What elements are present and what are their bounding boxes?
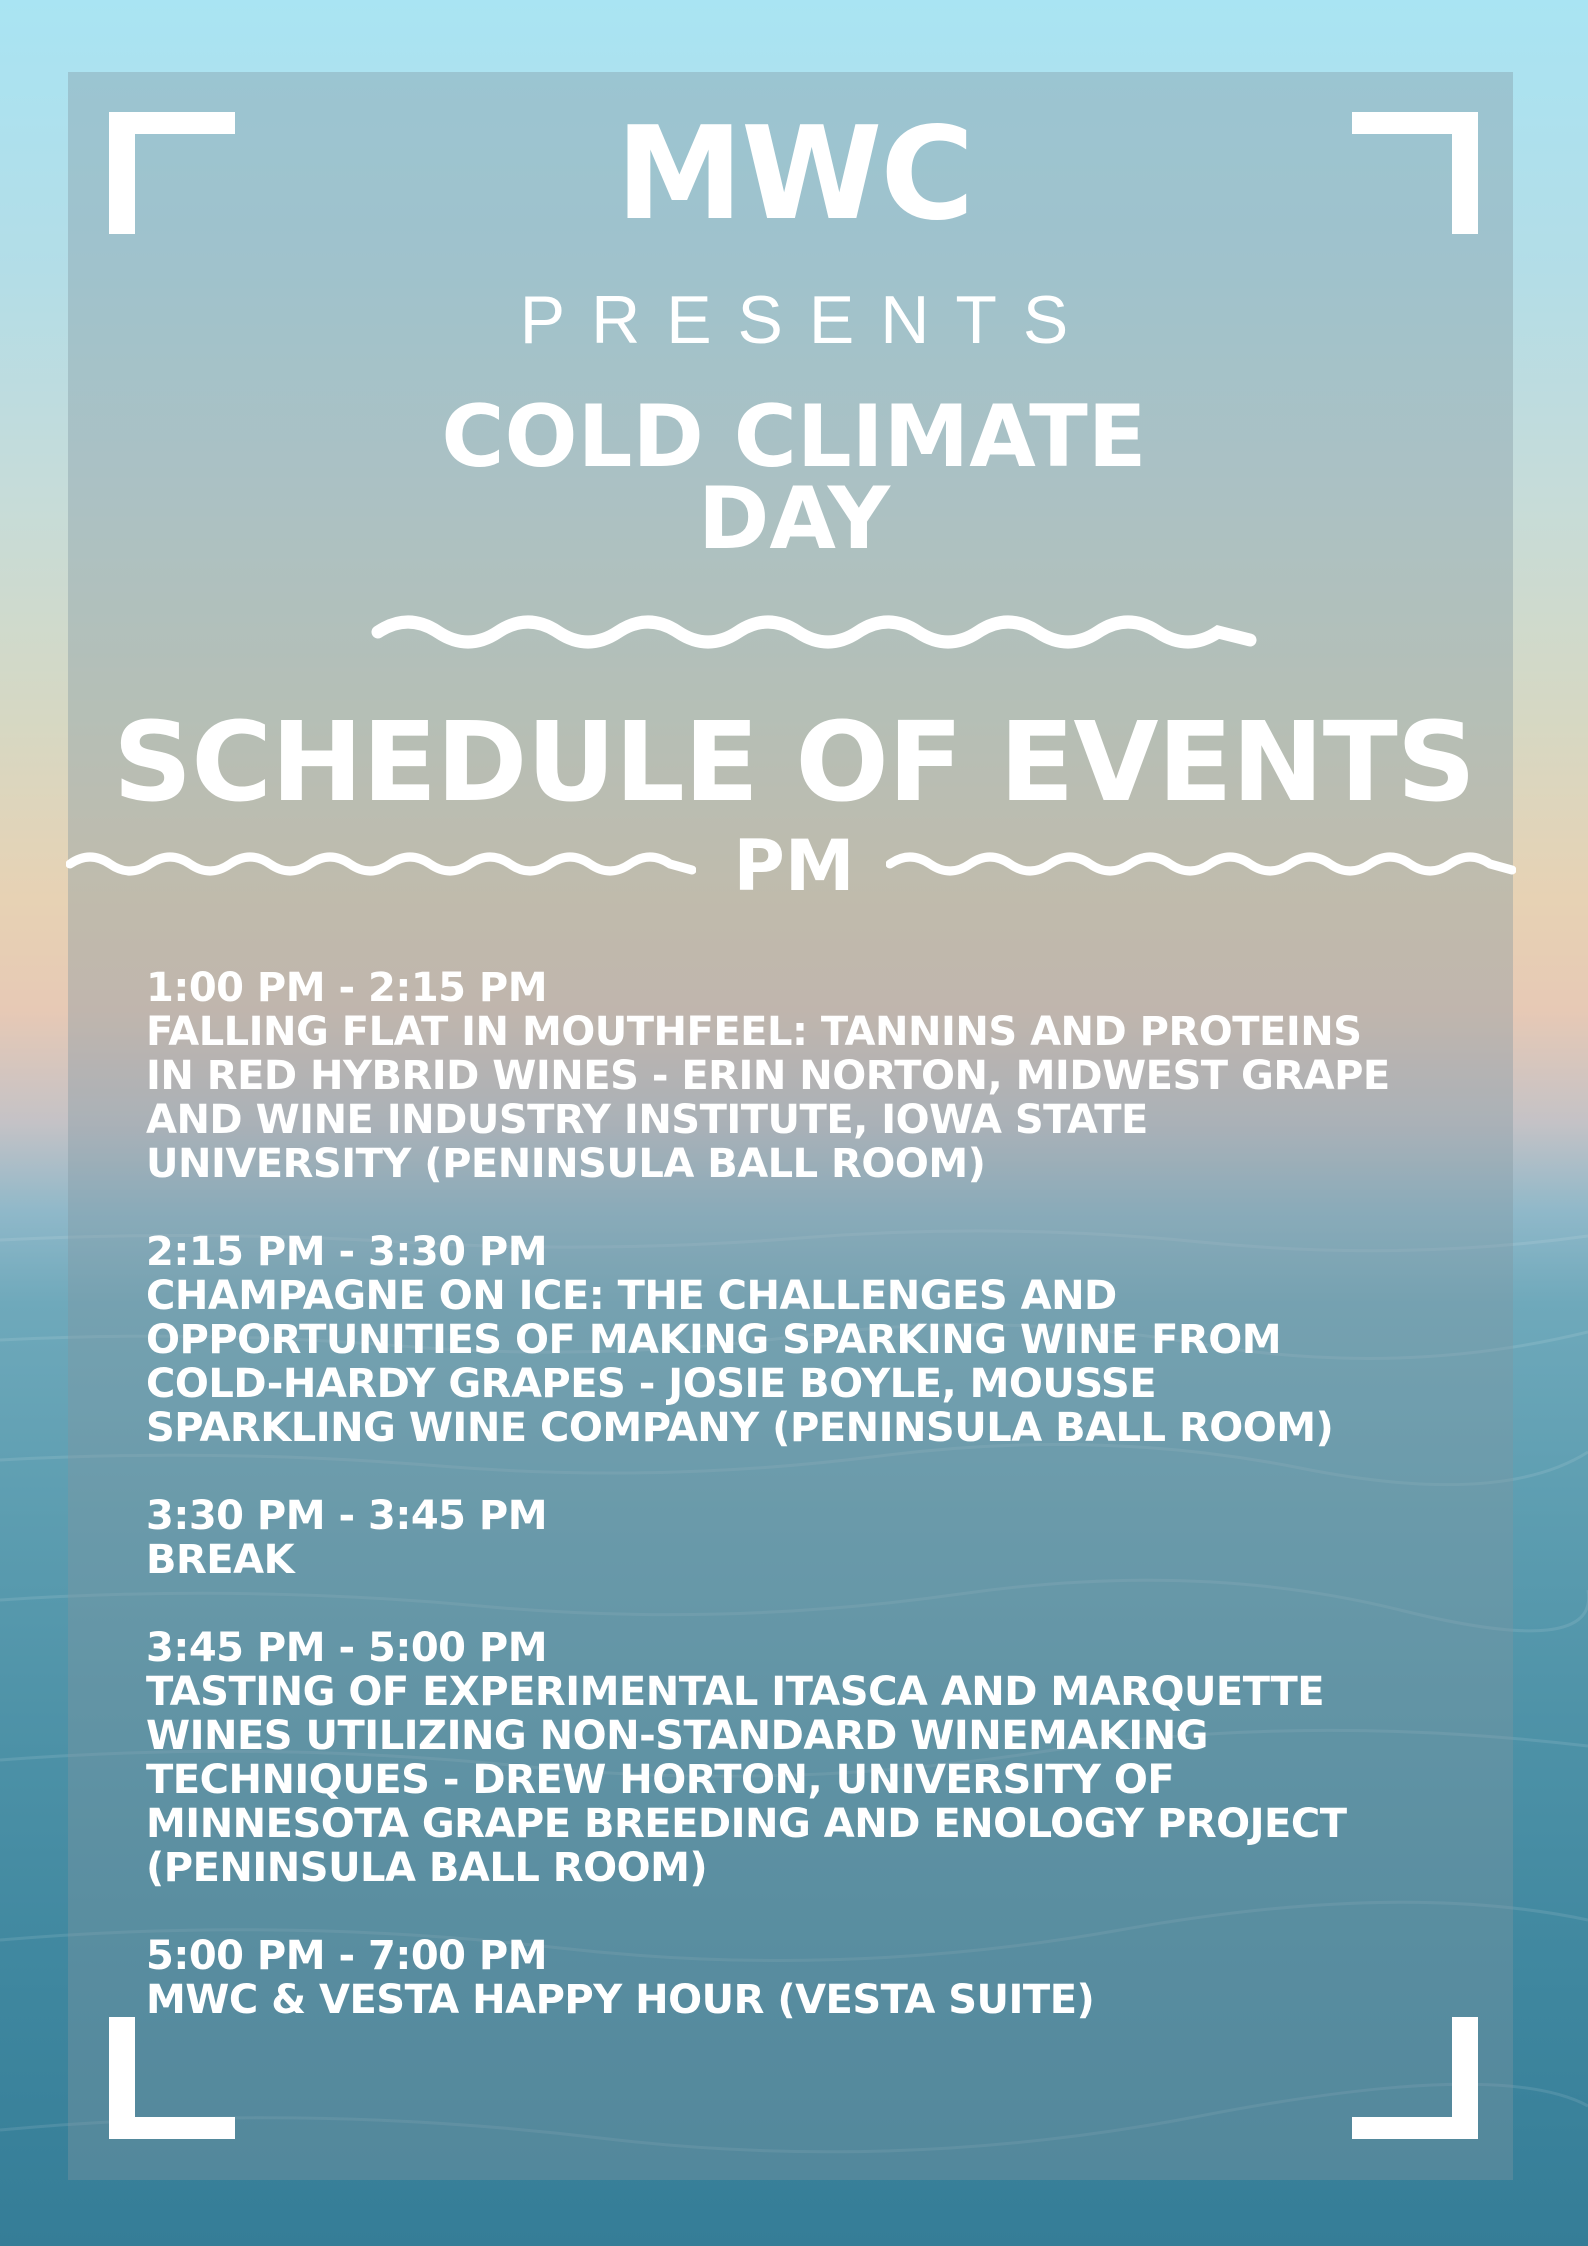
- event-title-line-2: DAY: [698, 469, 890, 569]
- presents-label: PRESENTS: [519, 282, 1095, 358]
- schedule-item-time: 3:45 PM - 5:00 PM: [146, 1625, 548, 1671]
- schedule-item-line: AND WINE INDUSTRY INSTITUTE, IOWA STATE: [146, 1097, 1148, 1143]
- wave-right-icon: [886, 846, 1516, 886]
- schedule-item-time: 2:15 PM - 3:30 PM: [146, 1229, 548, 1275]
- event-title-line-1: COLD CLIMATE: [441, 387, 1147, 487]
- schedule-item-line: SPARKLING WINE COMPANY (PENINSULA BALL ROOM): [146, 1405, 1334, 1451]
- schedule-item-line: CHAMPAGNE ON ICE: THE CHALLENGES AND: [146, 1273, 1117, 1319]
- wave-divider-icon: [370, 604, 1258, 660]
- schedule-item: [146, 1494, 1486, 1582]
- schedule-item: [146, 966, 1486, 1186]
- schedule-item: [146, 1230, 1486, 1450]
- schedule-item-line: TASTING OF EXPERIMENTAL ITASCA AND MARQUETTE: [146, 1669, 1325, 1715]
- organizer-logo: MWC: [615, 100, 973, 249]
- schedule-item-line: MINNESOTA GRAPE BREEDING AND ENOLOGY PROJECT: [146, 1801, 1347, 1847]
- schedule-item: [146, 1626, 1486, 1890]
- schedule-item-time: 1:00 PM - 2:15 PM: [146, 965, 548, 1011]
- schedule-list: [146, 966, 1486, 2022]
- schedule-item-line: WINES UTILIZING NON-STANDARD WINEMAKING: [146, 1713, 1209, 1759]
- wave-left-icon: [66, 846, 696, 886]
- schedule-item-line: TECHNIQUES - DREW HORTON, UNIVERSITY OF: [146, 1757, 1175, 1803]
- schedule-item-line: OPPORTUNITIES OF MAKING SPARKING WINE FROM: [146, 1317, 1282, 1363]
- period-label: PM: [733, 825, 855, 907]
- schedule-item-time: 3:30 PM - 3:45 PM: [146, 1493, 548, 1539]
- schedule-item-line: BREAK: [146, 1537, 295, 1583]
- event-title: [0, 387, 1588, 569]
- schedule-item-line: FALLING FLAT IN MOUTHFEEL: TANNINS AND PROTEINS: [146, 1009, 1362, 1055]
- schedule-item-line: UNIVERSITY (PENINSULA BALL ROOM): [146, 1141, 986, 1187]
- schedule-heading: SCHEDULE OF EVENTS: [113, 698, 1475, 826]
- schedule-item-time: 5:00 PM - 7:00 PM: [146, 1933, 548, 1979]
- corner-bracket-bottom-right: [1352, 2017, 1478, 2139]
- schedule-item: [146, 1934, 1486, 2022]
- schedule-item-line: (PENINSULA BALL ROOM): [146, 1845, 708, 1891]
- schedule-item-line: IN RED HYBRID WINES - ERIN NORTON, MIDWEST GRAPE: [146, 1053, 1390, 1099]
- corner-bracket-bottom-left: [109, 2017, 235, 2139]
- schedule-item-line: COLD-HARDY GRAPES - JOSIE BOYLE, MOUSSE: [146, 1361, 1157, 1407]
- schedule-item-line: MWC & VESTA HAPPY HOUR (VESTA SUITE): [146, 1977, 1095, 2023]
